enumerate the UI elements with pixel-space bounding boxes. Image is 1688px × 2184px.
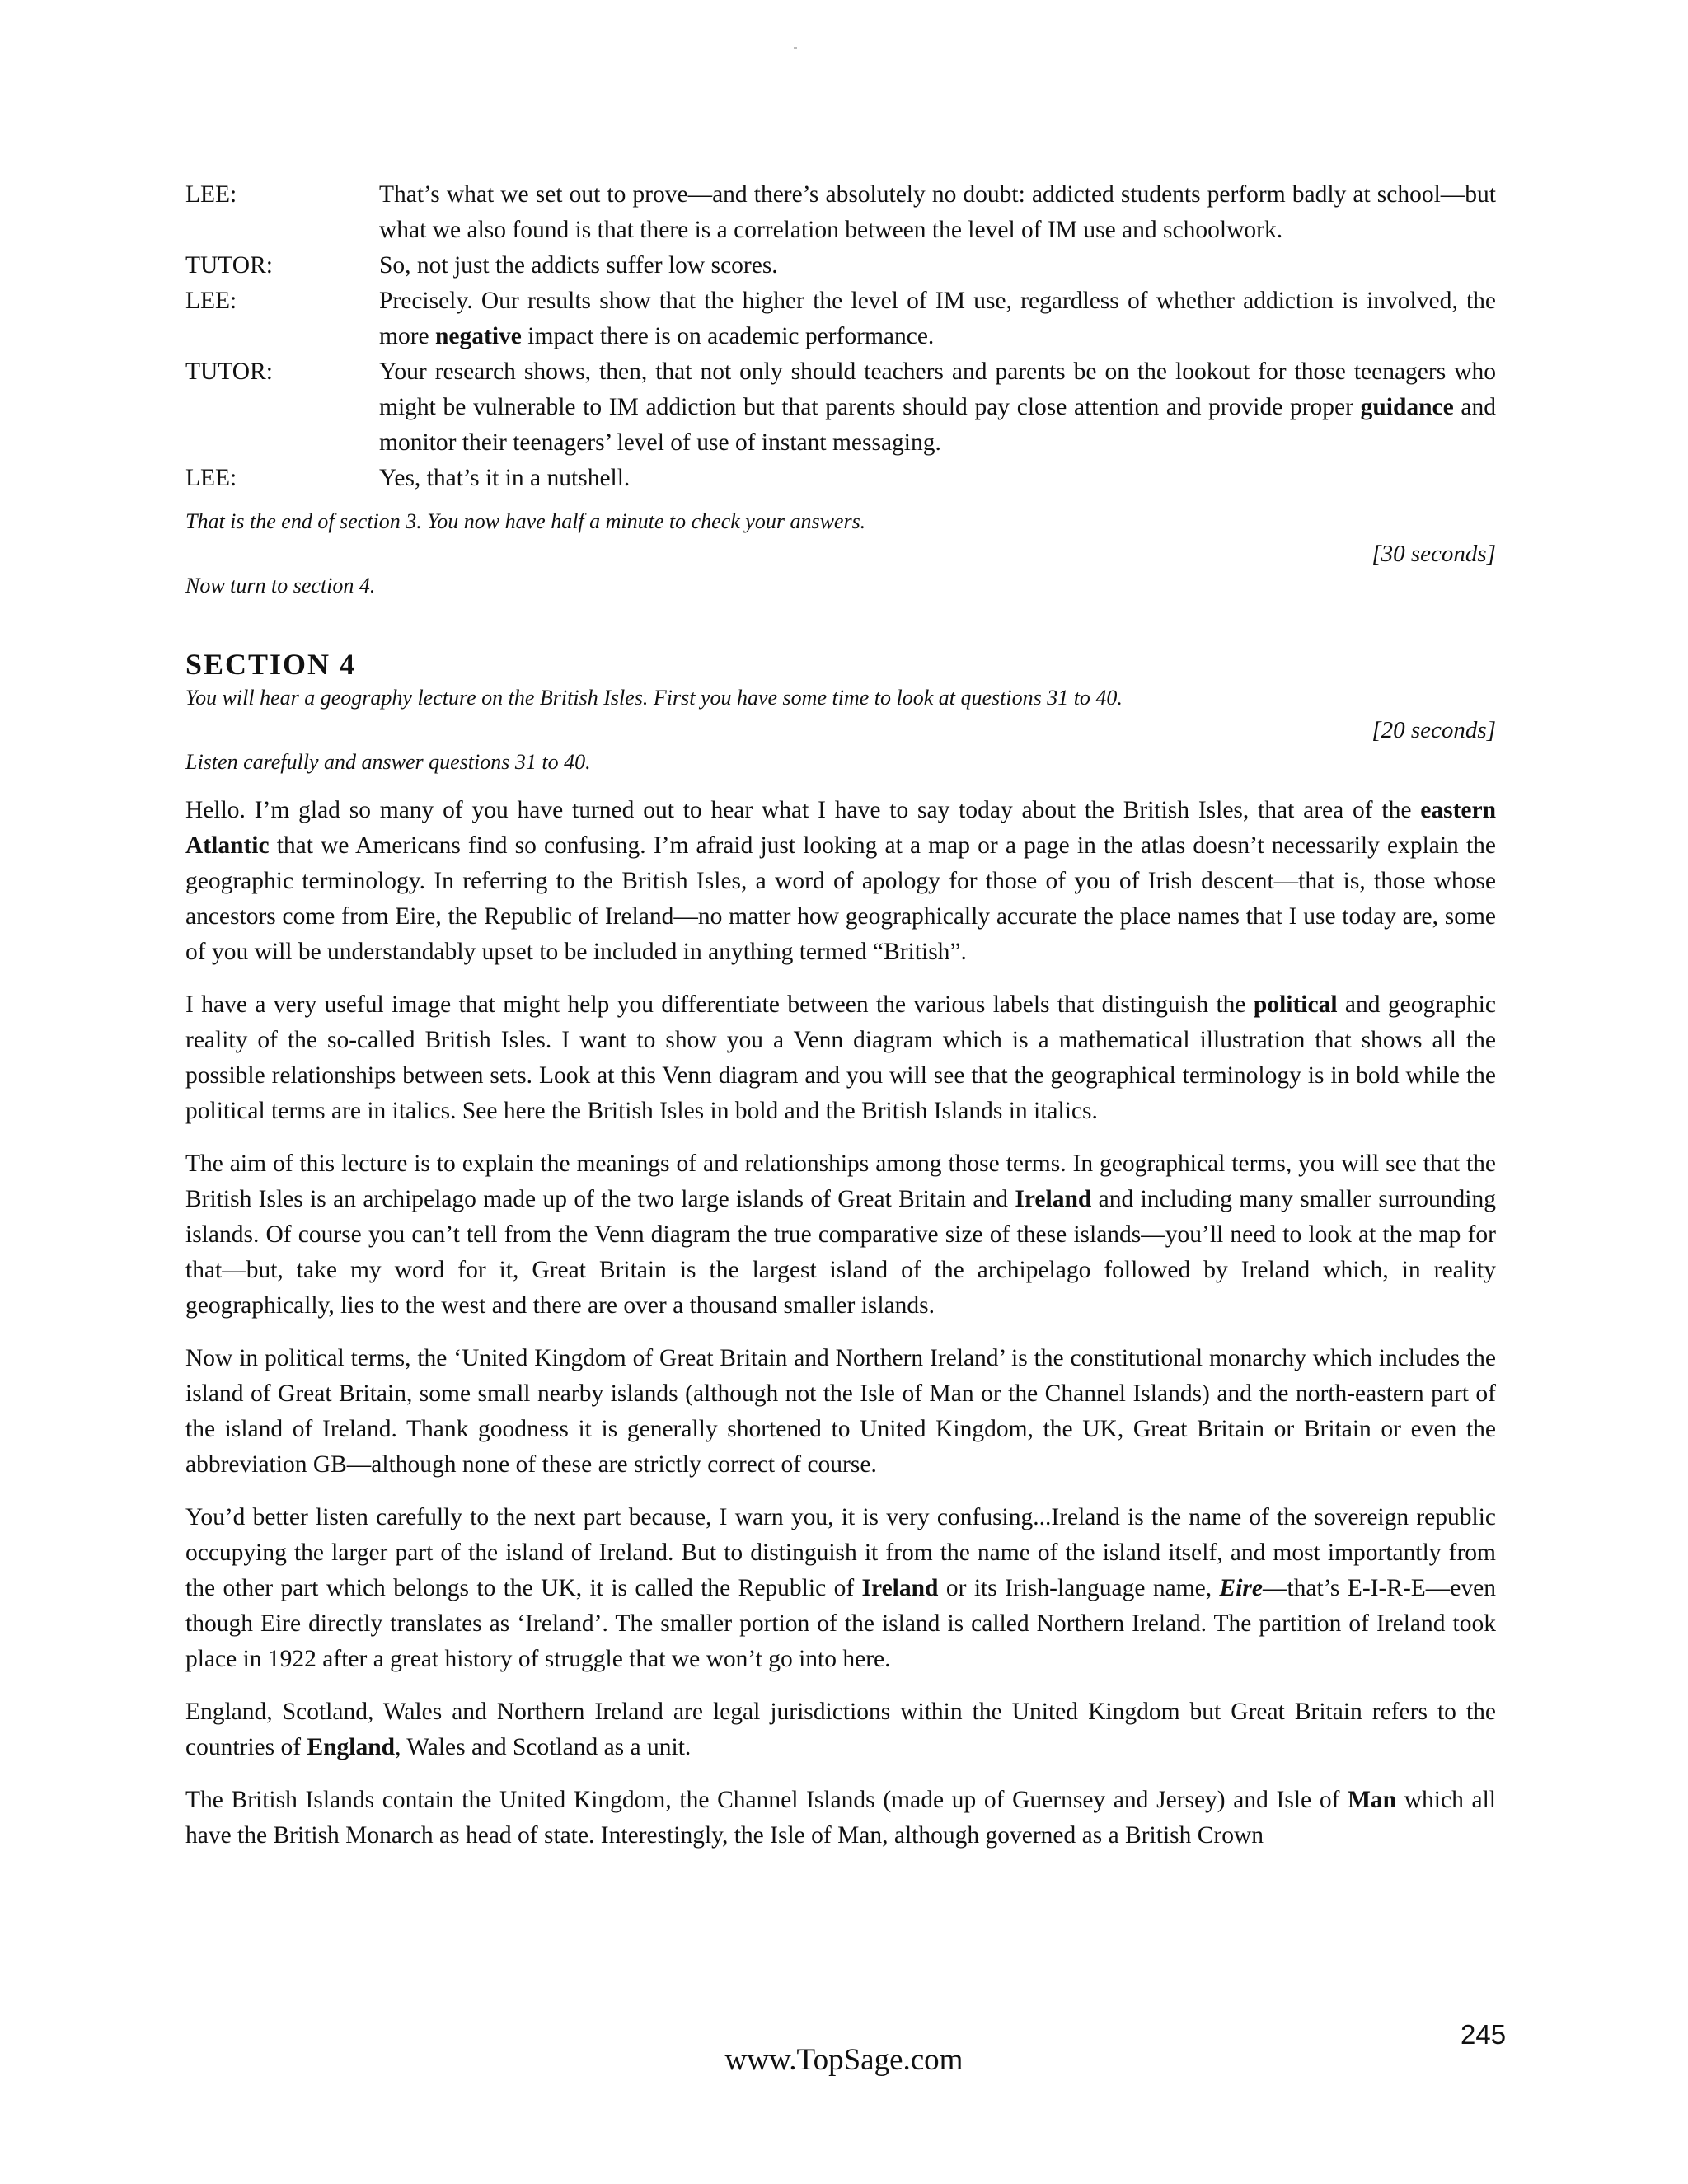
speech-text <box>379 284 1496 354</box>
speech-part: Your research shows, then, that not only should teachers and parents be on the lookout for those teenagers who might be vulnerable to IM addiction but that parents should pay close attention and provide proper <box>379 359 1496 420</box>
keyword-bold: guidance <box>1360 394 1454 420</box>
text-run: The aim of this lecture is to explain the meanings of and relationships among those terms. In geographical terms, you will see that the British Isles is an archipelago made up of the two large islands of Great Britain and <box>185 1151 1496 1212</box>
keyword-bold-italic: Eire <box>1219 1575 1263 1601</box>
speech-text <box>379 354 1496 461</box>
text-run: I have a very useful image that might help you differentiate between the various labels that distinguish the <box>185 991 1254 1018</box>
dialogue-row <box>185 354 1496 461</box>
lecture-paragraph <box>185 1694 1496 1765</box>
section3-end-instruction: That is the end of section 3. You now have half a minute to check your answers. <box>185 509 866 533</box>
speaker-label: TUTOR: <box>185 359 273 385</box>
speaker-label: LEE: <box>185 465 237 491</box>
text-run: which all have the British Monarch as head of state. Interestingly, the Isle of Man, although governed as a British Crown <box>185 1787 1496 1849</box>
dialogue-row <box>185 248 1496 284</box>
text-run: You’d better listen carefully to the next part because, I warn you, it is very confusing...Ireland is the name of the sovereign republic occupying the larger part of the island of Ireland. But to distinguish it from the name of the island itself, and most importantly from the other part which belongs to the UK, it is called the Republic of <box>185 1504 1496 1601</box>
dialogue <box>185 177 1496 496</box>
keyword-bold: eastern Atlantic <box>185 797 1496 859</box>
text-run: and geographic reality of the so-called British Isles. I want to show you a Venn diagram which is a mathematical illustration that shows all the possible relationships between sets. Look at this Venn diagram and you will see that the geographical terminology is in bold while the political terms are in italics. See here the British Isles in bold and the British Islands in italics. <box>185 991 1496 1124</box>
keyword-bold: Man <box>1348 1787 1397 1813</box>
lecture-paragraph <box>185 793 1496 970</box>
section-heading: SECTION 4 <box>185 648 357 681</box>
text-run: that we Americans find so confusing. I’m afraid just looking at a map or a page in the atlas doesn’t necessarily explain the geographic terminology. In referring to the British Isles, a word of apology for those of you of Irish descent—that is, those whose ancestors come from Eire, the Republic of Ireland—no matter how geographically accurate the place names that I use today are, some of you will be understandably upset to be included in anything termed “British”. <box>185 832 1496 965</box>
footer-url: www.TopSage.com <box>724 2043 964 2077</box>
text-run: Hello. I’m glad so many of you have turned out to hear what I have to say today about the British Isles, that area of the <box>185 797 1421 823</box>
dialogue-row <box>185 284 1496 354</box>
section4-intro: You will hear a geography lecture on the British Isles. First you have some time to look at questions 31 to 40. <box>185 686 1123 710</box>
text-run: England, Scotland, Wales and Northern Ireland are legal jurisdictions within the United Kingdom but Great Britain refers to the countries of <box>185 1699 1496 1760</box>
text-run: , Wales and Scotland as a unit. <box>395 1734 692 1760</box>
keyword-bold: England <box>307 1734 396 1760</box>
turn-to-section4: Now turn to section 4. <box>185 574 376 598</box>
keyword-bold: Ireland <box>861 1575 939 1601</box>
text-run: and including many smaller surrounding islands. Of course you can’t tell from the Venn diagram the true comparative size of these islands—you’ll need to look at the map for that—but, take my word for it, Great Britain is the largest island of the archipelago followed by Ireland which, in reality geographically, lies to the west and there are over a thousand smaller islands. <box>185 1186 1496 1319</box>
speech-text: That’s what we set out to prove—and there’s absolutely no doubt: addicted students perform badly at school—but what we also found is that there is a correlation between the level of IM use and schoolwork. <box>379 181 1496 243</box>
lecture-paragraph <box>185 1783 1496 1854</box>
lecture-paragraph <box>185 987 1496 1129</box>
timer-20-seconds: [20 seconds] <box>1372 717 1496 743</box>
speaker-label: TUTOR: <box>185 252 273 279</box>
speech-part: impact there is on academic performance. <box>521 323 935 349</box>
lecture-paragraph <box>185 1146 1496 1324</box>
document-body <box>185 177 1496 1871</box>
lecture-paragraph: Now in political terms, the ‘United Kingdom of Great Britain and Northern Ireland’ is the constitutional monarchy which includes the island of Great Britain, some small nearby islands (although not the Isle of Man or the Channel Islands) and the north-eastern part of the island of Ireland. Thank goodness it is generally shortened to United Kingdom, the UK, Great Britain or Britain or even the abbreviation GB—although none of these are strictly correct of course. <box>185 1345 1496 1478</box>
keyword-bold: political <box>1253 991 1338 1018</box>
text-run: —that’s E-I-R-E—even though Eire directly translates as ‘Ireland’. The smaller portion of the island is called Northern Ireland. The partition of Ireland took place in 1922 after a great history of struggle that we won’t go into here. <box>185 1575 1496 1672</box>
speech-text: So, not just the addicts suffer low scores. <box>379 252 778 279</box>
speech-part: Precisely. Our results show that the higher the level of IM use, regardless of whether addiction is involved, the more <box>379 288 1496 349</box>
timer-30-seconds: [30 seconds] <box>1372 541 1496 567</box>
lecture-paragraph <box>185 1500 1496 1677</box>
text-run: or its Irish-language name, <box>938 1575 1220 1601</box>
listen-instruction: Listen carefully and answer questions 31 to 40. <box>185 750 591 774</box>
speaker-label: LEE: <box>185 181 237 208</box>
speech-text: Yes, that’s it in a nutshell. <box>379 465 631 491</box>
dialogue-row <box>185 461 1496 496</box>
text-run: The British Islands contain the United Kingdom, the Channel Islands (made up of Guernsey and Jersey) and Isle of <box>185 1787 1348 1813</box>
speaker-label: LEE: <box>185 288 237 314</box>
keyword-bold: Ireland <box>1015 1186 1092 1212</box>
page-number: 245 <box>1461 2019 1507 2050</box>
dialogue-row <box>185 177 1496 248</box>
speech-part: and monitor their teenagers’ level of use of instant messaging. <box>379 394 1496 456</box>
keyword-bold: negative <box>435 323 522 349</box>
scan-speck <box>794 47 797 49</box>
